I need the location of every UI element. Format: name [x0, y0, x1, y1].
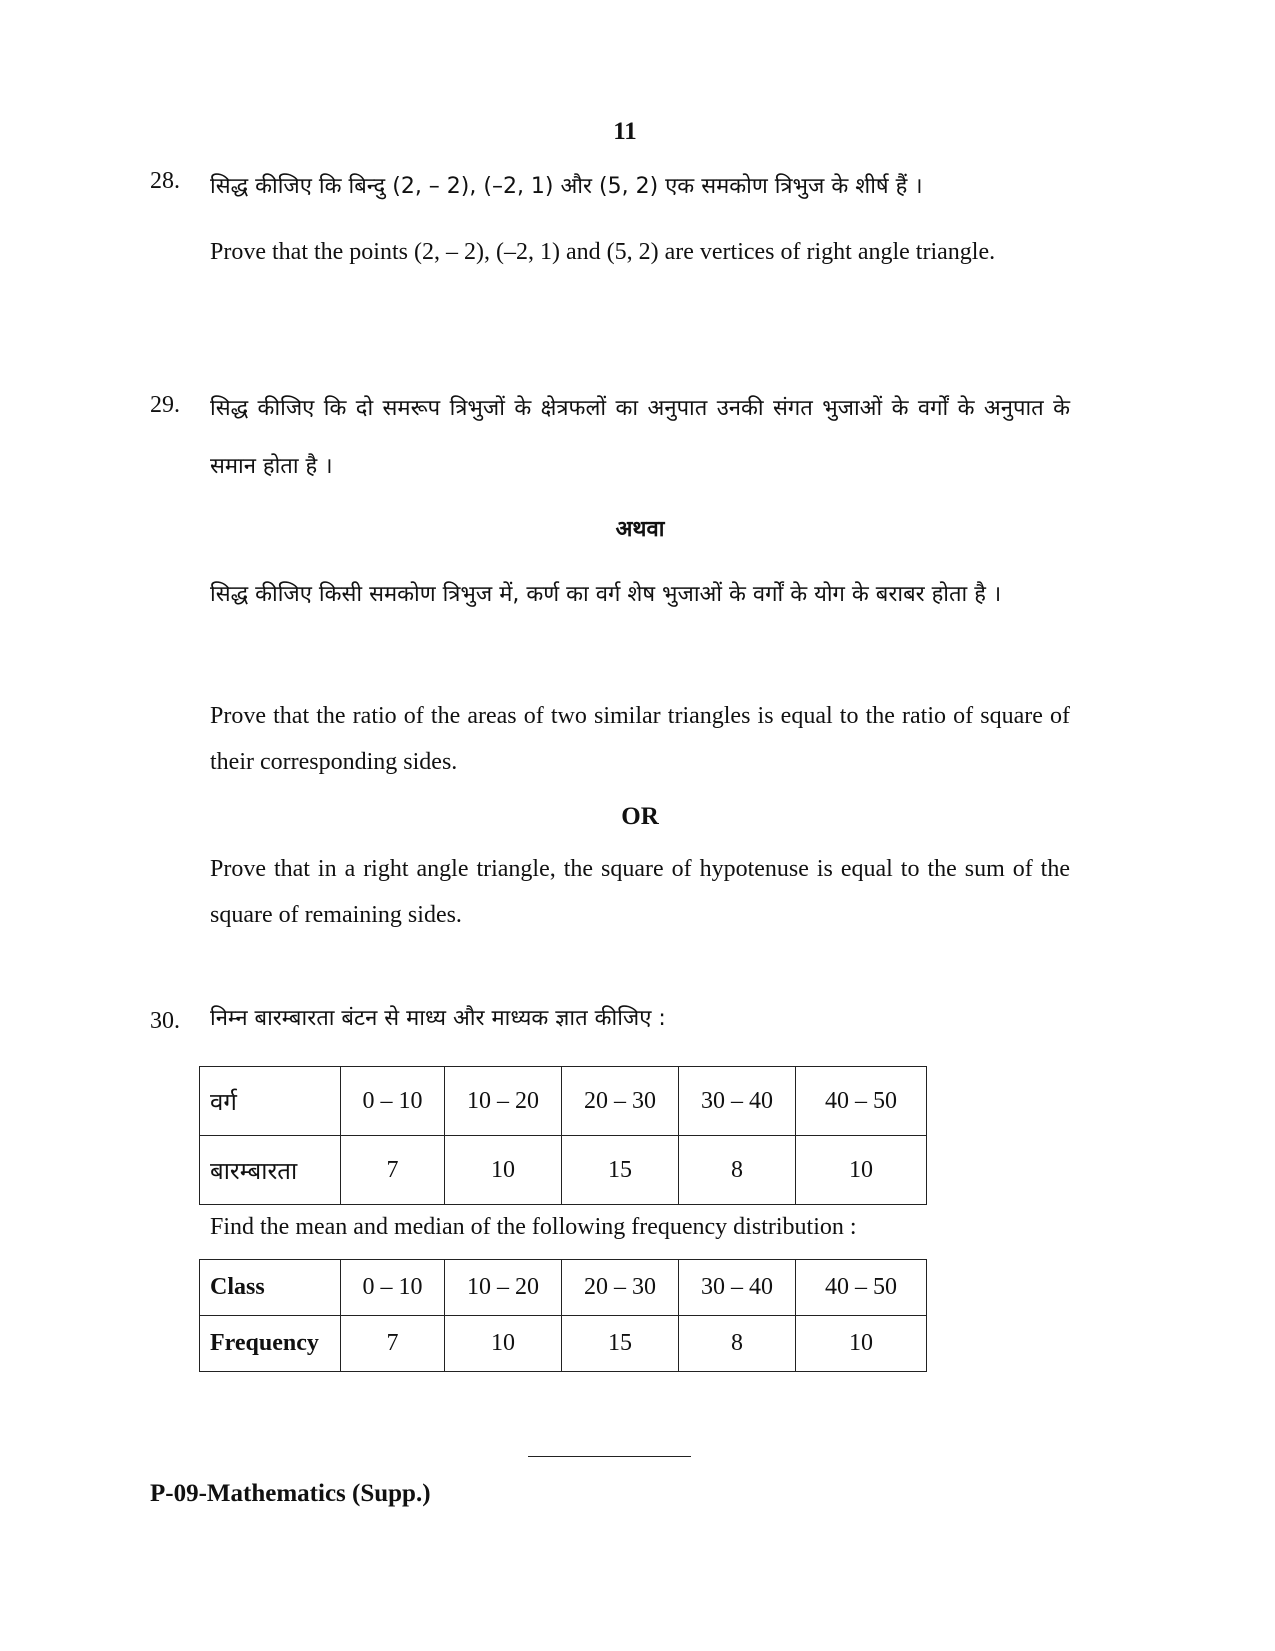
frequency-cell: 10	[445, 1316, 562, 1372]
question-28-english: Prove that the points (2, – 2), (–2, 1) and (5, 2) are vertices of right angle triangle.	[210, 239, 996, 265]
frequency-cell: 8	[679, 1136, 796, 1205]
class-cell: 40 – 50	[796, 1260, 927, 1316]
row-label-frequency: Frequency	[200, 1316, 341, 1372]
paper-code-footer: P-09-Mathematics (Supp.)	[150, 1480, 431, 1507]
frequency-table-hindi	[199, 1066, 927, 1205]
class-cell: 0 – 10	[341, 1067, 445, 1136]
hindi-or-divider: अथवा	[615, 517, 665, 542]
class-cell: 30 – 40	[679, 1260, 796, 1316]
table-row	[200, 1067, 927, 1136]
question-29-number: 29.	[150, 392, 180, 418]
class-cell: 40 – 50	[796, 1067, 927, 1136]
frequency-table-english	[199, 1259, 927, 1372]
class-cell: 20 – 30	[562, 1260, 679, 1316]
frequency-cell: 7	[341, 1316, 445, 1372]
question-28-hindi: सिद्ध कीजिए कि बिन्दु (2, – 2), (–2, 1) और (5, 2) एक समकोण त्रिभुज के शीर्ष हैं ।	[210, 174, 923, 199]
question-30-hindi: निम्न बारम्बारता बंटन से माध्य और माध्यक ज्ञात कीजिए :	[210, 1006, 666, 1031]
english-or-divider: OR	[621, 803, 659, 830]
table-row	[200, 1136, 927, 1205]
frequency-cell: 15	[562, 1316, 679, 1372]
frequency-cell: 10	[445, 1136, 562, 1205]
frequency-cell: 7	[341, 1136, 445, 1205]
question-29-hindi-b: सिद्ध कीजिए किसी समकोण त्रिभुज में, कर्ण का वर्ग शेष भुजाओं के वर्गों के योग के बराबर होता है ।	[210, 582, 1002, 607]
frequency-cell: 10	[796, 1136, 927, 1205]
question-28-number: 28.	[150, 168, 180, 194]
class-cell: 10 – 20	[445, 1260, 562, 1316]
class-cell: 0 – 10	[341, 1260, 445, 1316]
frequency-cell: 10	[796, 1316, 927, 1372]
question-29-english-b: Prove that in a right angle triangle, the square of hypotenuse is equal to the sum of the square of remaining sides.	[210, 856, 1070, 928]
table-row	[200, 1316, 927, 1372]
row-label-class: वर्ग	[200, 1067, 341, 1136]
question-29-hindi-a: सिद्ध कीजिए कि दो समरूप त्रिभुजों के क्षेत्रफलों का अनुपात उनकी संगत भुजाओं के वर्गों के अनुपात के समान होता है ।	[210, 396, 1070, 479]
table-row	[200, 1260, 927, 1316]
end-divider	[528, 1456, 691, 1457]
row-label-frequency: बारम्बारता	[200, 1136, 341, 1205]
class-cell: 20 – 30	[562, 1067, 679, 1136]
question-30-number: 30.	[150, 1008, 180, 1034]
frequency-cell: 8	[679, 1316, 796, 1372]
page-number: 11	[613, 118, 637, 145]
question-29-english-a: Prove that the ratio of the areas of two similar triangles is equal to the ratio of square of their corresponding sides.	[210, 703, 1070, 775]
class-cell: 30 – 40	[679, 1067, 796, 1136]
row-label-class: Class	[200, 1260, 341, 1316]
frequency-cell: 15	[562, 1136, 679, 1205]
class-cell: 10 – 20	[445, 1067, 562, 1136]
question-30-english: Find the mean and median of the following frequency distribution :	[210, 1214, 857, 1240]
